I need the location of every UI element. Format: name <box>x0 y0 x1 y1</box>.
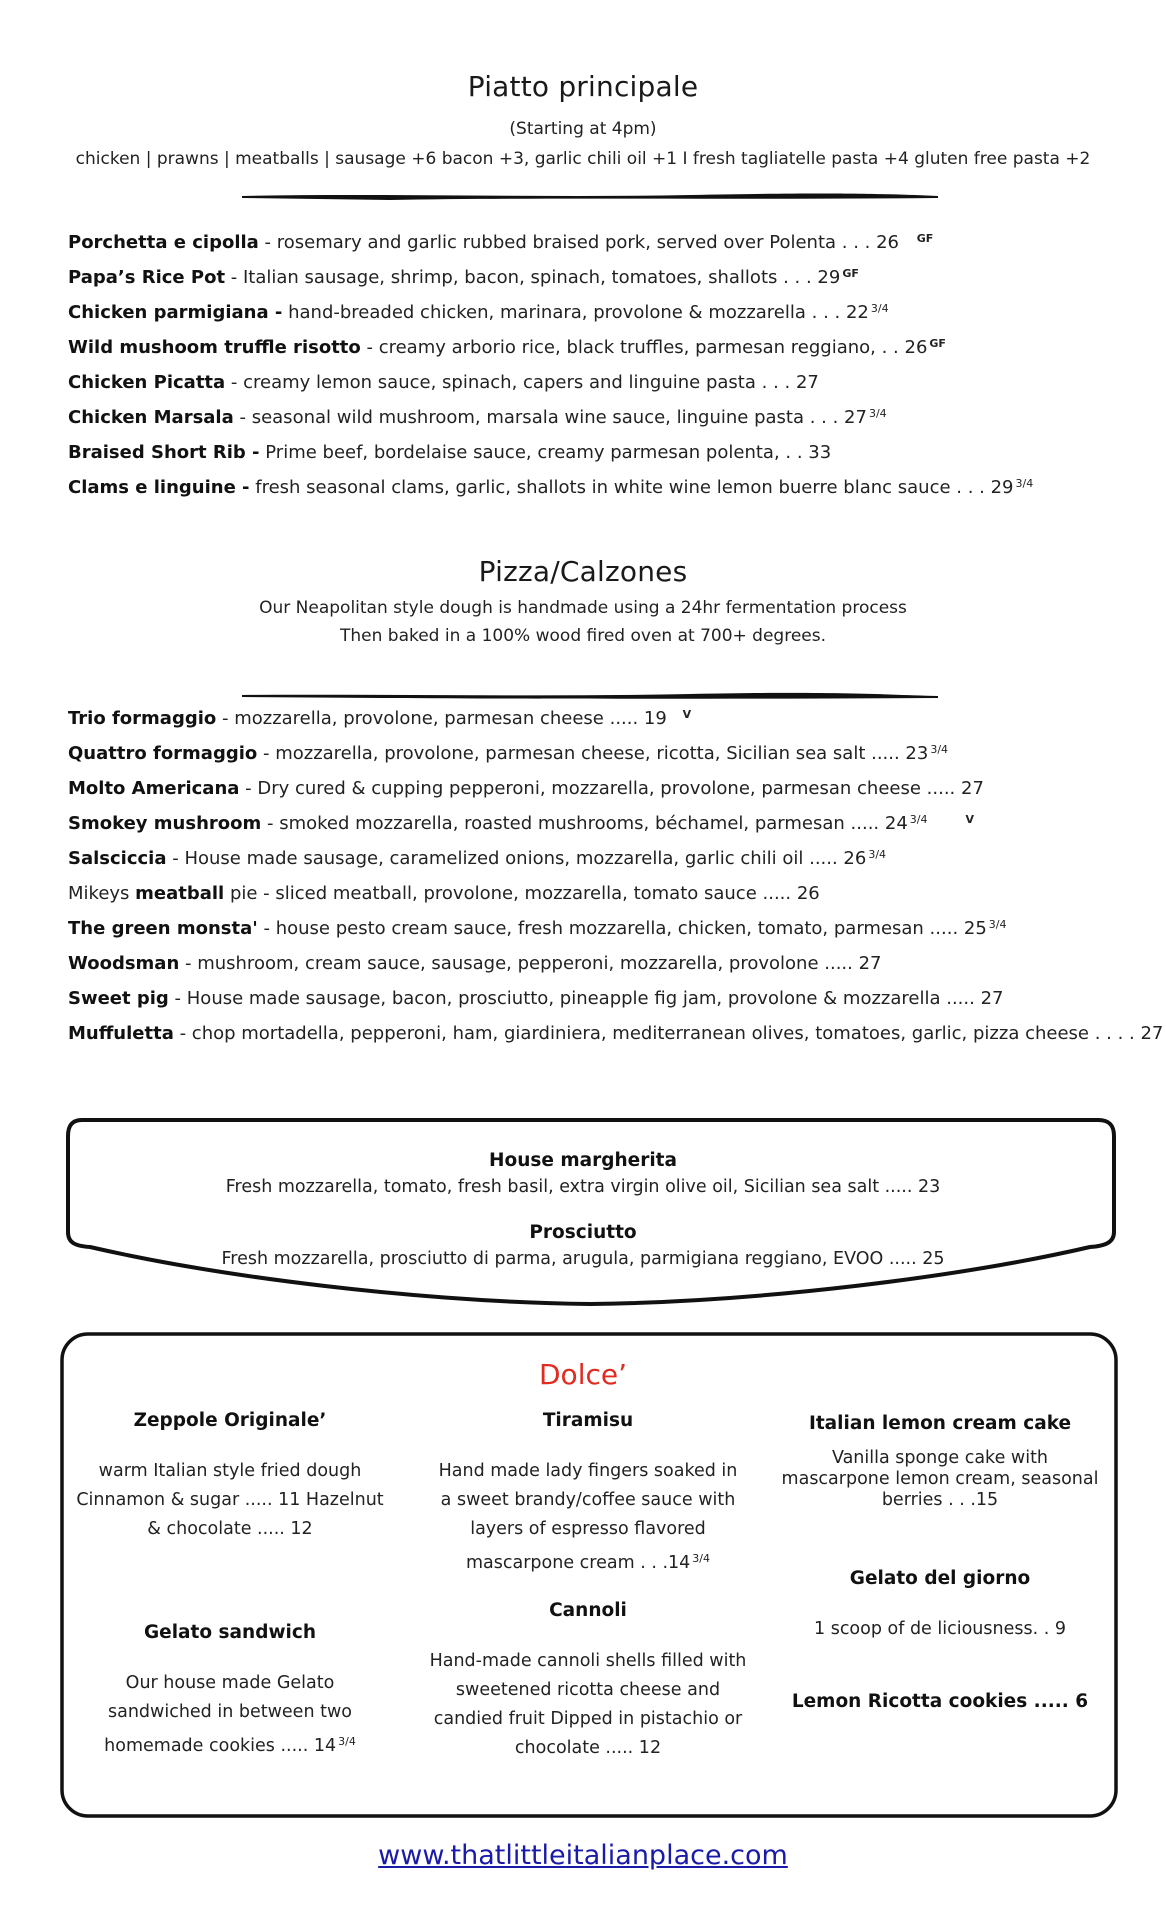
menu-item: Quattro formaggio - mozzarella, provolone, parmesan cheese, ricotta, Sicilian sea salt ..... 23 $^{3/4}$ <box>68 743 949 764</box>
menu-item: Mikeys meatball pie - sliced meatball, provolone, mozzarella, tomato sauce ..... 26 <box>68 883 820 904</box>
menu-item: Woodsman - mushroom, cream sauce, sausage, pepperoni, mozzarella, provolone ..... 27 <box>68 953 882 974</box>
menu-item: Chicken Picatta - creamy lemon sauce, spinach, capers and linguine pasta . . . 27 <box>68 372 819 393</box>
menu-item: Trio formaggio - mozzarella, provolone, parmesan cheese ..... 19 $^V$ <box>68 708 692 729</box>
brush-divider <box>240 190 940 202</box>
pizza-title: Pizza/Calzones <box>478 555 688 588</box>
menu-item: Molto Americana - Dry cured & cupping pepperoni, mozzarella, provolone, parmesan cheese ..... 27 <box>68 778 984 799</box>
dessert-zeppole: Zeppole Originale’ warm Italian style fried dough Cinnamon & sugar ..... 11 Hazelnut & chocolate ..... 12 <box>76 1410 384 1539</box>
dessert-lemon-cake: Italian lemon cream cake Vanilla sponge cake with mascarpone lemon cream, seasonal berries . . .15 <box>781 1413 1099 1510</box>
mains-subtitle: (Starting at 4pm) <box>509 119 657 139</box>
special-title: House margherita <box>489 1150 677 1171</box>
menu-item: Chicken parmigiana - hand-breaded chicken, marinara, provolone & mozzarella . . . 22 $^{3/4}$ <box>68 302 889 323</box>
menu-item: Salsciccia - House made sausage, caramelized onions, mozzarella, garlic chili oil ..... 26 $^{3/4}$ <box>68 848 887 869</box>
dessert-gelato-del-giorno: Gelato del giorno 1 scoop of de liciousness. . 9 <box>814 1568 1066 1639</box>
pizza-intro-2: Then baked in a 100% wood fired oven at 700+ degrees. <box>339 626 827 646</box>
dessert-lemon-cookies: Lemon Ricotta cookies ..... 6 <box>791 1691 1089 1712</box>
menu-item: Porchetta e cipolla - rosemary and garlic rubbed braised pork, served over Polenta . . . 26 $^{GF}$ <box>68 232 934 253</box>
website-link[interactable]: www.thatlittleitalianplace.com <box>378 1840 788 1871</box>
menu-item: Muffuletta - chop mortadella, pepperoni, ham, giardiniera, mediterranean olives, tomatoes, garlic, pizza cheese . . . . 27 <box>68 1023 1164 1044</box>
menu-item: The green monsta' - house pesto cream sauce, fresh mozzarella, chicken, tomato, parmesan ..... 25 $^{3/4}$ <box>68 918 1007 939</box>
special-desc: Fresh mozzarella, tomato, fresh basil, extra virgin olive oil, Sicilian sea salt ..... 23 <box>225 1177 941 1197</box>
mains-title: Piatto principale <box>467 70 699 103</box>
brush-divider <box>240 690 940 702</box>
menu-item: Braised Short Rib - Prime beef, bordelaise sauce, creamy parmesan polenta, . . 33 <box>68 442 832 463</box>
special-desc: Fresh mozzarella, prosciutto di parma, arugula, parmigiana reggiano, EVOO ..... 25 <box>221 1249 945 1269</box>
dessert-cannoli: Cannoli Hand-made cannoli shells filled with sweetened ricotta cheese and candied fruit Dipped in pistachio or chocolate ..... 12 <box>429 1600 747 1758</box>
dessert-gelato-sandwich: Gelato sandwich Our house made Gelato sandwiched in between two homemade cookies ..... 14 $^{3/4}$ <box>104 1622 356 1756</box>
menu-item: Wild mushoom truffle risotto - creamy arborio rice, black truffles, parmesan reggiano, . . 26 $^{GF}$ <box>68 337 946 358</box>
dessert-tiramisu: Tiramisu Hand made lady fingers soaked in a sweet brandy/coffee sauce with layers of espresso flavored mascarpone cream . . .14 $^{3/4}$ <box>438 1410 738 1573</box>
menu-item: Sweet pig - House made sausage, bacon, prosciutto, pineapple fig jam, provolone & mozzarella ..... 27 <box>68 988 1004 1009</box>
special-title: Prosciutto <box>529 1222 637 1243</box>
menu-item: Papa’s Rice Pot - Italian sausage, shrimp, bacon, spinach, tomatoes, shallots . . . 29 $^{GF}$ <box>68 267 859 288</box>
mains-addons: chicken | prawns | meatballs | sausage +6 bacon +3, garlic chili oil +1 I fresh tagliatelle pasta +4 gluten free pasta +2 <box>75 149 1091 169</box>
specials-banner-frame <box>60 1112 1120 1312</box>
dolce-title: Dolce’ <box>539 1358 627 1391</box>
pizza-intro-1: Our Neapolitan style dough is handmade using a 24hr fermentation process <box>259 598 907 618</box>
menu-item: Clams e linguine - fresh seasonal clams, garlic, shallots in white wine lemon buerre blanc sauce . . . 29 $^{3/4}$ <box>68 477 1034 498</box>
menu-item: Smokey mushroom - smoked mozzarella, roasted mushrooms, béchamel, parmesan ..... 24 $^{3/4}$ $^V$ <box>68 813 974 834</box>
menu-item: Chicken Marsala - seasonal wild mushroom, marsala wine sauce, linguine pasta . . . 27 $^{3/4}$ <box>68 407 887 428</box>
